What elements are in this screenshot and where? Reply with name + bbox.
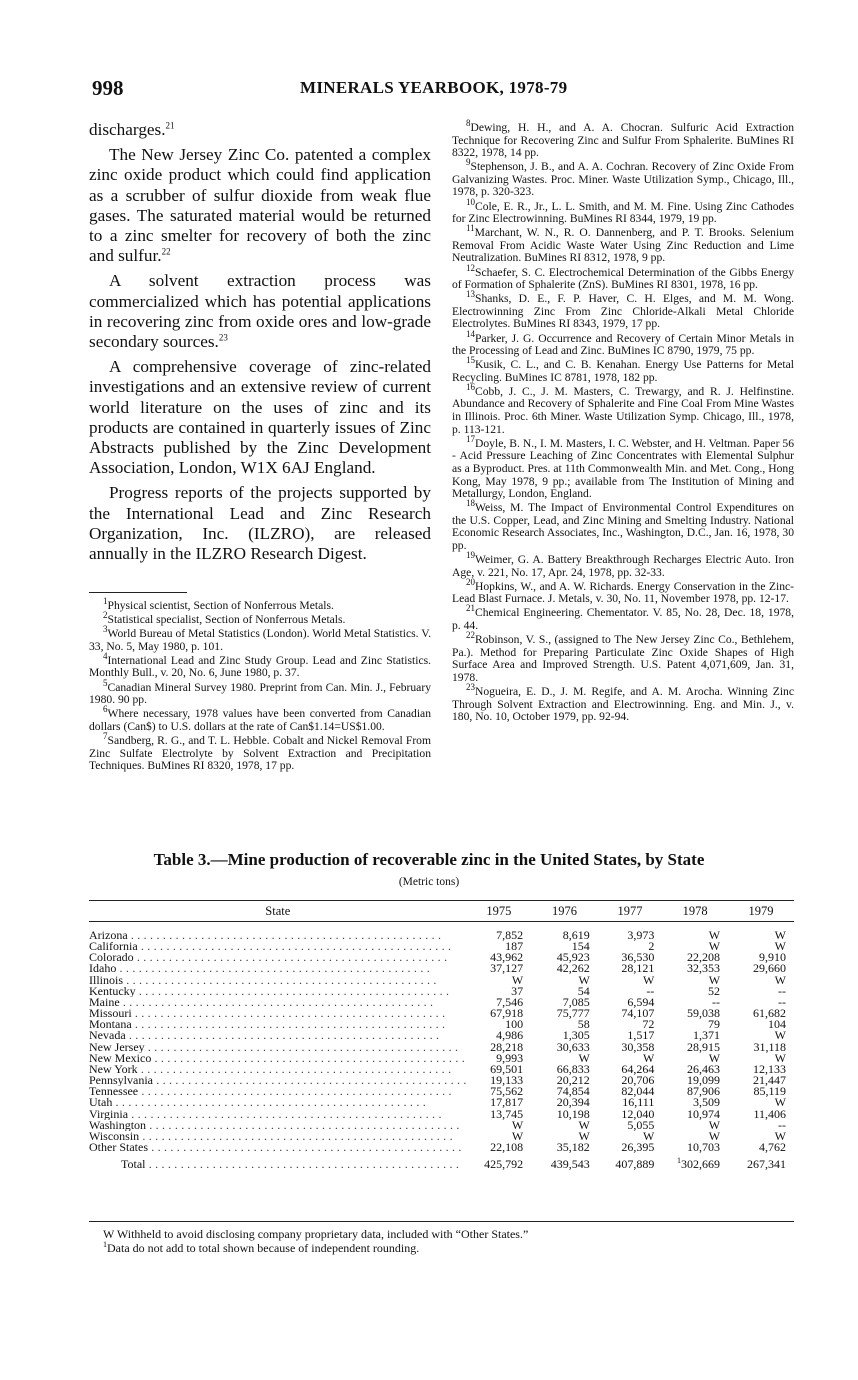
value-cell: 20,394 bbox=[556, 1095, 590, 1110]
body-paragraph bbox=[89, 271, 431, 352]
table-bottom-rule bbox=[89, 1221, 794, 1222]
value-cell: 72 bbox=[642, 1017, 655, 1032]
total-value-cell bbox=[598, 1153, 663, 1175]
value-cell: W bbox=[642, 1128, 655, 1143]
value-cell: 17,817 bbox=[490, 1095, 524, 1110]
paragraph-text: discharges. bbox=[89, 120, 166, 139]
value-cell: 5,055 bbox=[627, 1117, 655, 1132]
footnote bbox=[452, 118, 794, 160]
body-paragraph bbox=[89, 357, 431, 478]
value-cell: 75,777 bbox=[556, 1006, 590, 1021]
table-row bbox=[89, 1109, 794, 1120]
footnote bbox=[452, 630, 794, 684]
leader-dots: . . . . . . . . . . . . . . . . . . . . . . . . . . . . . . . . . . . . . . . . . . . . . . . . . bbox=[137, 1063, 452, 1076]
state-cell bbox=[89, 1019, 467, 1030]
value-cell: 1,305 bbox=[562, 1028, 590, 1043]
value-cell: 1,517 bbox=[627, 1028, 655, 1043]
value-cell: 75,562 bbox=[490, 1084, 524, 1099]
state-name: Maine bbox=[89, 996, 120, 1009]
footnote-number: 5 bbox=[103, 677, 108, 688]
body-text-column bbox=[89, 120, 431, 564]
state-cell bbox=[89, 1042, 467, 1053]
state-cell bbox=[89, 1142, 467, 1153]
footnote bbox=[452, 289, 794, 331]
value-cell: W bbox=[708, 928, 721, 942]
footnote-number: 23 bbox=[466, 682, 475, 693]
footnote-text: Cole, E. R., Jr., L. L. Smith, and M. M. Fine. Using Zinc Cathodes for Zinc Electrowinning. BuMines RI 8344, 1979, 19 pp. bbox=[452, 199, 794, 226]
state-name: Other States bbox=[89, 1141, 148, 1154]
state-name: New York bbox=[89, 1063, 138, 1076]
value-cell: W bbox=[708, 1128, 721, 1143]
footnote-text: Canadian Mineral Survey 1980. Preprint from Can. Min. J., February 1980. 90 pp. bbox=[89, 680, 431, 707]
state-name: Montana bbox=[89, 1019, 132, 1031]
empty-dash: -- bbox=[778, 983, 786, 998]
leader-dots: . . . . . . . . . . . . . . . . . . . . . . . . . . . . . . . . . . . . . . . . . . . . . . . . . bbox=[151, 1052, 465, 1064]
leader-dots: . . . . . . . . . . . . . . . . . . . . . . . . . . . . . . . . . . . . . . . . . . . . . . . . . bbox=[133, 952, 448, 964]
state-name: California bbox=[89, 941, 138, 953]
footnote-text: Sandberg, R. G., and T. L. Hebble. Cobalt and Nickel Removal From Zinc Sulfate Electrolyte by Solvent Extraction and Precipitation Techniques. BuMines RI 8320, 1978, 17 pp. bbox=[89, 733, 431, 773]
header-1975: 1975 bbox=[467, 901, 532, 922]
table-row bbox=[89, 1008, 794, 1019]
state-cell bbox=[89, 1097, 467, 1108]
value-cell: 10,198 bbox=[556, 1106, 590, 1121]
value-cell: W bbox=[774, 1050, 786, 1065]
value-cell: W bbox=[774, 928, 786, 942]
state-name: Colorado bbox=[89, 952, 134, 964]
total-footnote-marker: 1 bbox=[677, 1156, 682, 1166]
footnote-number: 15 bbox=[466, 355, 475, 366]
footnote-number: 19 bbox=[466, 550, 475, 561]
state-cell bbox=[89, 922, 467, 942]
footnote bbox=[452, 223, 794, 265]
footnote-text: World Bureau of Metal Statistics (London). World Metal Statistics. V. 33, No. 5, May 1980, p. 101. bbox=[89, 627, 431, 653]
footnote bbox=[452, 262, 794, 292]
state-cell bbox=[89, 1030, 467, 1041]
value-cell: W bbox=[708, 1050, 721, 1065]
value-cell: 26,463 bbox=[687, 1061, 721, 1076]
footnote-text: Weiss, M. The Impact of Environmental Control Expenditures on the U.S. Copper, Lead, and Zinc Mining and Smelting Industry. National Economic Research Associates, Inc., Washington, D.C., Jan. 16, 1978, 30 pp. bbox=[452, 501, 794, 552]
table-row bbox=[89, 1120, 794, 1131]
value-cell: 54 bbox=[577, 983, 590, 998]
body-paragraph bbox=[89, 145, 431, 266]
table-header-row bbox=[89, 901, 794, 922]
value-cell: 66,833 bbox=[556, 1061, 590, 1076]
total-value: 407,889 bbox=[615, 1157, 655, 1172]
body-paragraph bbox=[89, 120, 431, 140]
value-cell: 8,619 bbox=[562, 928, 590, 942]
footnote-number: 16 bbox=[466, 382, 475, 393]
table-note-text: W Withheld to avoid disclosing company proprietary data, included with “Other States.” bbox=[103, 1227, 529, 1241]
state-name: Pennsylvania bbox=[89, 1075, 153, 1087]
footnote-text: Parker, J. G. Occurrence and Recovery of Certain Minor Metals in the Processing of Lead and Zinc. BuMines IC 8790, 1979, 75 pp. bbox=[452, 331, 794, 358]
state-cell bbox=[89, 1053, 467, 1064]
table-row bbox=[89, 922, 794, 942]
footnote-text: Physical scientist, Section of Nonferrous Metals. bbox=[107, 599, 334, 612]
footnote-text: Hopkins, W., and A. W. Richards. Energy Conservation in the Zinc-Lead Blast Furnace. J. Metals, v. 30, No. 11, November 1978, pp. 12-17. bbox=[452, 579, 794, 606]
value-cell: W bbox=[511, 1117, 524, 1132]
footnote bbox=[452, 603, 794, 633]
footnote-text: Doyle, B. N., I. M. Masters, I. C. Webster, and H. Veltman. Paper 56 - Acid Pressure Leaching of Zinc Concentrates with Elemental Sulphur as a Byproduct. Pres. at 11th Commonwealth Min. and Met. Cong., Hong Kong, May 1978, 9 pp.; available from The Institution of Mining and Metallurgy, London, England. bbox=[452, 436, 794, 501]
value-cell: 87,906 bbox=[687, 1084, 721, 1099]
footnote-text: Kusik, C. L., and C. B. Kenahan. Energy Use Patterns for Metal Recycling. BuMines IC 8781, 1978, 182 pp. bbox=[452, 358, 794, 384]
leader-dots: . . . . . . . . . . . . . . . . . . . . . . . . . . . . . . . . . . . . . . . . . . . . . . . . . bbox=[148, 1141, 462, 1154]
footnote-text: Schaefer, S. C. Electrochemical Determination of the Gibbs Energy of Formation of Sphalerite (ZnS). BuMines RI 8301, 1978, 16 pp. bbox=[452, 265, 794, 292]
table-notes bbox=[103, 1227, 793, 1255]
value-cell: 4,986 bbox=[496, 1028, 524, 1043]
footnote-text: Marchant, W. N., R. O. Dannenberg, and P. T. Brooks. Selenium Removal From Acidic Waste Water Using Zinc Reduction and Lime Neutralization. BuMines RI 8312, 1978, 9 pp. bbox=[452, 226, 794, 265]
footnote-text: Where necessary, 1978 values have been converted from Canadian dollars (Can$) to U.S. dollars at the rate of Can$1.14=US$1.00. bbox=[89, 707, 431, 733]
state-cell bbox=[89, 1109, 467, 1120]
page-number: 998 bbox=[92, 76, 124, 100]
table-row bbox=[89, 986, 794, 997]
footnote bbox=[452, 355, 794, 384]
value-cell: 3,509 bbox=[693, 1095, 721, 1110]
empty-dash: -- bbox=[646, 983, 655, 998]
paragraph-text: A comprehensive coverage of zinc-related investigations and an extensive review of current world literature on the uses of zinc and its products are contained in quarterly issues of Zinc Abstracts published by the Zinc Development Association, London, W1X 6AJ England. bbox=[89, 357, 431, 478]
state-name: Idaho bbox=[89, 963, 117, 975]
state-name: Nevada bbox=[89, 1030, 126, 1042]
footnote bbox=[89, 731, 431, 773]
leader-dots: . . . . . . . . . . . . . . . . . . . . . . . . . . . . . . . . . . . . . . . . . . . . . . . . . bbox=[131, 1008, 446, 1020]
value-cell: 74,854 bbox=[556, 1084, 590, 1099]
footnote-number: 18 bbox=[466, 498, 475, 509]
header-1977: 1977 bbox=[598, 901, 663, 922]
value-cell: W bbox=[774, 972, 786, 987]
header-state: State bbox=[89, 901, 467, 922]
table-row bbox=[89, 963, 794, 974]
value-cell: 28,121 bbox=[621, 961, 655, 976]
footnote bbox=[452, 328, 794, 358]
value-cell: W bbox=[642, 972, 655, 987]
value-cell: 10,703 bbox=[687, 1139, 721, 1154]
value-cell: 42,262 bbox=[556, 961, 590, 976]
state-name: Kentucky bbox=[89, 985, 136, 997]
value-cell: 11,406 bbox=[753, 1106, 786, 1121]
footnote-number: 21 bbox=[466, 603, 475, 614]
footnote-text: Statistical specialist, Section of Nonferrous Metals. bbox=[107, 613, 346, 627]
footnote bbox=[89, 596, 431, 613]
table-note-text: Data do not add to total shown because of independent rounding. bbox=[107, 1241, 420, 1255]
footnote-number: 12 bbox=[466, 262, 475, 273]
footnote bbox=[89, 704, 431, 733]
value-cell: 74,107 bbox=[621, 1006, 655, 1021]
paragraph-text: Progress reports of the projects supported by the International Lead and Zinc Research Organization, Inc. (ILZRO), are released annually in the ILZRO Research Digest. bbox=[89, 483, 431, 564]
footnote bbox=[452, 157, 794, 199]
value-cell: 10,974 bbox=[687, 1106, 721, 1121]
leader-dots: . . . . . . . . . . . . . . . . . . . . . . . . . . . . . . . . . . . . . . . . . . . . . . . . . bbox=[135, 985, 450, 997]
header-1979: 1979 bbox=[728, 901, 794, 922]
value-cell: 12,133 bbox=[753, 1061, 786, 1076]
footnote bbox=[452, 682, 794, 724]
footnote bbox=[452, 382, 794, 436]
footnote-text: Dewing, H. H., and A. A. Chocran. Sulfuric Acid Extraction Technique for Recovering Zinc and Sulfur From Sphalerite. BuMines RI 8322, 1978, 14 pp. bbox=[452, 121, 794, 160]
value-cell: 29,660 bbox=[753, 961, 786, 976]
footnote-text: Weimer, G. A. Battery Breakthrough Recharges Electric Auto. Iron Age, v. 221, No. 17, Apr. 24, 1978, pp. 32-33. bbox=[452, 553, 794, 579]
value-cell: 58 bbox=[577, 1017, 590, 1032]
leader-dots: . . . . . . . . . . . . . . . . . . . . . . . . . . . . . . . . . . . . . . . . . . . . . . . . . bbox=[153, 1075, 467, 1087]
total-label: Total bbox=[121, 1157, 146, 1172]
footnote bbox=[89, 624, 431, 653]
footnote-number: 20 bbox=[466, 576, 475, 587]
value-cell: 32,353 bbox=[687, 961, 721, 976]
leader-dots: . . . . . . . . . . . . . . . . . . . . . . . . . . . . . . . . . . . . . . . . . . . . . . . . . bbox=[119, 996, 434, 1009]
state-name: New Jersey bbox=[89, 1041, 145, 1053]
value-cell: 2 bbox=[648, 939, 655, 954]
table-note-mark: 1 bbox=[103, 1240, 107, 1249]
state-cell bbox=[89, 1064, 467, 1075]
production-table bbox=[89, 900, 794, 1175]
value-cell: 100 bbox=[505, 1017, 524, 1032]
value-cell: 26,395 bbox=[621, 1139, 655, 1154]
leader-dots: . . . . . . . . . . . . . . . . . . . . . . . . . . . . . . . . . . . . . . . . . . . . . . . . . bbox=[144, 1041, 459, 1053]
value-cell: 45,923 bbox=[556, 950, 590, 965]
value-cell: W bbox=[774, 1095, 786, 1110]
leader-dots: . . . . . . . . . . . . . . . . . . . . . . . . . . . . . . . . . . . . . . . . . . . . . . . . . bbox=[116, 963, 430, 975]
value-cell: 9,910 bbox=[759, 950, 786, 965]
value-cell: 19,133 bbox=[490, 1073, 524, 1088]
value-cell: 59,038 bbox=[687, 1006, 721, 1021]
footnote-number: 1 bbox=[103, 596, 108, 607]
value-cell: 7,546 bbox=[496, 994, 524, 1009]
footnote-rule bbox=[89, 592, 187, 593]
table-row bbox=[89, 1142, 794, 1153]
value-cell: 21,447 bbox=[753, 1073, 786, 1088]
value-cell: 43,962 bbox=[490, 950, 524, 965]
value-cell: W bbox=[774, 1028, 786, 1043]
value-cell: W bbox=[642, 1050, 655, 1065]
total-value-cell bbox=[531, 1153, 598, 1175]
value-cell: 20,212 bbox=[556, 1073, 590, 1088]
empty-dash: -- bbox=[778, 994, 786, 1009]
leader-dots: . . . . . . . . . . . . . . . . . . . . . . . . . . . . . . . . . . . . . . . . . . . . . . . . . bbox=[138, 1086, 452, 1098]
table-row bbox=[89, 1019, 794, 1030]
state-name: Arizona bbox=[89, 928, 128, 942]
footnote-text: Cobb, J. C., J. M. Masters, C. Trewargy, and R. J. Helfinstine. Abundance and Recovery of Sphalerite and Fine Coal From Mine Wastes in Illinois. Proc. 6th Miner. Waste Utilization Symp. Chicago, Ill., 1978, p. 113-121. bbox=[452, 384, 794, 436]
footnote-text: Stephenson, J. B., and A. A. Cochran. Recovery of Zinc Oxide From Galvanizing Wastes. Proc. Miner. Waste Utilization Symp., Chicago, Ill., 1978, p. 320-323. bbox=[452, 160, 794, 199]
value-cell: 22,208 bbox=[687, 950, 721, 965]
paragraph-text: The New Jersey Zinc Co. patented a complex zinc oxide product which could find application as a scrubber of sulfur dioxide from weak flue gases. The saturated material would be returned to a zinc smelter for recovery of both the zinc and sulfur. bbox=[89, 145, 431, 266]
value-cell: 19,099 bbox=[687, 1073, 721, 1088]
footnotes-left bbox=[89, 596, 431, 774]
value-cell: 9,993 bbox=[496, 1050, 524, 1065]
total-value-cell bbox=[662, 1153, 728, 1175]
value-cell: 22,108 bbox=[490, 1139, 524, 1154]
state-cell bbox=[89, 1008, 467, 1019]
value-cell: 13,745 bbox=[490, 1106, 524, 1121]
value-cell: 7,085 bbox=[562, 994, 590, 1009]
value-cell: W bbox=[774, 939, 786, 954]
state-cell bbox=[89, 986, 467, 997]
state-cell bbox=[89, 975, 467, 986]
state-name: Missouri bbox=[89, 1008, 132, 1020]
table-row bbox=[89, 1086, 794, 1097]
value-cell: 4,762 bbox=[759, 1139, 786, 1154]
footnote-number: 22 bbox=[466, 630, 475, 641]
value-cell: W bbox=[774, 1128, 786, 1143]
footnote-number: 13 bbox=[466, 289, 475, 300]
value-cell: 16,111 bbox=[622, 1095, 655, 1110]
table-body bbox=[89, 922, 794, 1176]
footnote-ref: 22 bbox=[161, 246, 171, 257]
state-cell bbox=[89, 952, 467, 963]
footnote-ref: 21 bbox=[165, 120, 175, 131]
state-name: Washington bbox=[89, 1119, 147, 1131]
footnote-text: Shanks, D. E., F. P. Haver, C. H. Elges, and M. M. Wong. Electrowinning Zinc From Zinc Chloride-Alkali Metal Chloride Electrolytes. BuMines RI 8343, 1979, 17 pp. bbox=[452, 292, 794, 331]
footnote bbox=[452, 433, 794, 501]
state-cell bbox=[89, 1131, 467, 1142]
footnote-number: 11 bbox=[466, 223, 475, 234]
value-cell: 20,706 bbox=[621, 1073, 655, 1088]
leader-dots: . . . . . . . . . . . . . . . . . . . . . . . . . . . . . . . . . . . . . . . . . . . . . . . . . bbox=[139, 1130, 453, 1142]
value-cell: 52 bbox=[708, 983, 721, 998]
empty-dash: -- bbox=[712, 994, 721, 1009]
value-cell: 104 bbox=[768, 1017, 786, 1032]
table-note bbox=[103, 1227, 793, 1241]
value-cell: W bbox=[511, 972, 524, 987]
value-cell: 31,118 bbox=[753, 1039, 786, 1054]
value-cell: 37,127 bbox=[490, 961, 524, 976]
footnote-number: 17 bbox=[466, 433, 475, 444]
table-row bbox=[89, 975, 794, 986]
state-cell bbox=[89, 997, 467, 1008]
state-name: Wisconsin bbox=[89, 1130, 140, 1142]
footnote-number: 14 bbox=[466, 328, 475, 339]
value-cell: 1,371 bbox=[693, 1028, 721, 1043]
value-cell: W bbox=[578, 1117, 590, 1132]
body-paragraph bbox=[89, 483, 431, 564]
footnotes-right bbox=[452, 118, 794, 725]
value-cell: 85,119 bbox=[753, 1084, 786, 1099]
state-cell bbox=[89, 941, 467, 952]
total-value-cell bbox=[728, 1153, 794, 1175]
leader-dots: . . . . . . . . . . . . . . . . . . . . . . . . . . . . . . . . . . . . . . . . . . . . . . . . . bbox=[112, 1097, 426, 1109]
footnote-number: 7 bbox=[103, 731, 108, 742]
leader-dots: . . . . . . . . . . . . . . . . . . . . . . . . . . . . . . . . . . . . . . . . . . . . . . . . . bbox=[146, 1119, 460, 1131]
value-cell: 28,218 bbox=[490, 1039, 524, 1054]
table-title: Table 3.—Mine production of recoverable zinc in the United States, by State bbox=[153, 850, 705, 869]
value-cell: W bbox=[708, 1117, 721, 1132]
state-name: Tennessee bbox=[89, 1086, 139, 1098]
value-cell: 187 bbox=[505, 939, 524, 954]
leader-dots: . . . . . . . . . . . . . . . . . . . . . . . . . . . . . . . . . . . . . . . . . . . . . . . . . bbox=[137, 941, 452, 953]
state-cell bbox=[89, 1075, 467, 1086]
footnote-number: 4 bbox=[103, 651, 108, 662]
value-cell: 3,973 bbox=[627, 928, 655, 942]
value-cell: 28,915 bbox=[687, 1039, 721, 1054]
leader-dots: . . . . . . . . . . . . . . . . . . . . . . . . . . . . . . . . . . . . . . . . . . . . . . . . . bbox=[125, 1030, 440, 1042]
footnote-number: 10 bbox=[466, 196, 475, 207]
value-cell: 30,633 bbox=[556, 1039, 590, 1054]
footnote bbox=[452, 576, 794, 606]
total-label-cell bbox=[89, 1153, 467, 1175]
leader-dots: . . . . . . . . . . . . . . . . . . . . . . . . . . . . . . . . . . . . . . . . . . . . . . . . . bbox=[131, 1019, 446, 1031]
value-cell: 69,501 bbox=[490, 1061, 524, 1076]
total-value: 302,669 bbox=[681, 1157, 721, 1172]
leader-dots: . . . . . . . . . . . . . . . . . . . . . . . . . . . . . . . . . . . . . . . . . . . . . . . . . bbox=[145, 1157, 460, 1172]
footnote-number: 8 bbox=[466, 118, 471, 129]
footnote-ref: 23 bbox=[218, 332, 228, 343]
value-cell: W bbox=[578, 1050, 590, 1065]
value-cell: W bbox=[708, 972, 721, 987]
total-value: 425,792 bbox=[484, 1157, 524, 1172]
value-cell: 30,358 bbox=[621, 1039, 655, 1054]
paragraph-text: A solvent extraction process was commercialized which has potential applications in recovering zinc from oxide ores and low-grade secondary sources. bbox=[89, 271, 431, 352]
state-cell bbox=[89, 1120, 467, 1131]
state-name: Utah bbox=[89, 1097, 113, 1109]
footnote-text: International Lead and Zinc Study Group. Lead and Zinc Statistics. Monthly Bull., v. 20, No. 6, June 1980, p. 37. bbox=[89, 653, 431, 680]
value-cell: 35,182 bbox=[556, 1139, 590, 1154]
value-cell: W bbox=[578, 972, 590, 987]
footnote-number: 2 bbox=[103, 610, 108, 621]
value-cell: 82,044 bbox=[621, 1084, 655, 1099]
header-1976: 1976 bbox=[531, 901, 598, 922]
footnote bbox=[452, 196, 794, 226]
total-value-cell bbox=[467, 1153, 532, 1175]
state-name: Illinois bbox=[89, 974, 124, 986]
footnote bbox=[89, 651, 431, 680]
leader-dots: . . . . . . . . . . . . . . . . . . . . . . . . . . . . . . . . . . . . . . . . . . . . . . . . . bbox=[127, 928, 442, 942]
state-cell bbox=[89, 1086, 467, 1097]
value-cell: 67,918 bbox=[490, 1006, 524, 1021]
value-cell: W bbox=[708, 939, 721, 954]
value-cell: 37 bbox=[511, 983, 524, 998]
footnote bbox=[452, 498, 794, 552]
footnote-number: 3 bbox=[103, 624, 108, 635]
leader-dots: . . . . . . . . . . . . . . . . . . . . . . . . . . . . . . . . . . . . . . . . . . . . . . . . . bbox=[123, 974, 437, 986]
total-value: 439,543 bbox=[550, 1157, 590, 1172]
footnote-text: Robinson, V. S., (assigned to The New Jersey Zinc Co., Bethlehem, Pa.). Method for Preparing Particulate Zinc Oxide Shapes of High Surface Area and Improved Strength. U.S. Patent 4,071,609, Jan. 31, 1978. bbox=[452, 633, 794, 684]
total-row bbox=[89, 1153, 794, 1175]
footnote bbox=[89, 677, 431, 707]
footnote bbox=[452, 550, 794, 579]
value-cell: 7,852 bbox=[496, 928, 524, 942]
table-row bbox=[89, 1042, 794, 1053]
footnote bbox=[89, 610, 431, 627]
value-cell: 6,594 bbox=[627, 994, 655, 1009]
table-note bbox=[103, 1241, 793, 1255]
production-table-wrap bbox=[89, 900, 794, 1175]
table-unit: (Metric tons) bbox=[398, 876, 460, 888]
leader-dots: . . . . . . . . . . . . . . . . . . . . . . . . . . . . . . . . . . . . . . . . . . . . . . . . . bbox=[128, 1108, 442, 1120]
footnote-text: Chemical Engineering. Chementator. V. 85, No. 28, Dec. 18, 1978, p. 44. bbox=[452, 606, 794, 633]
footnote-number: 9 bbox=[466, 157, 471, 168]
header-1978: 1978 bbox=[662, 901, 728, 922]
state-name: New Mexico bbox=[89, 1052, 152, 1064]
running-head: MINERALS YEARBOOK, 1978-79 bbox=[300, 78, 568, 97]
footnote-text: Nogueira, E. D., J. M. Regife, and A. M. Arocha. Winning Zinc Through Solvent Extraction and Electrowinning. Eng. and Min. J., v. 180, No. 10, October 1979, pp. 92-94. bbox=[452, 685, 794, 724]
total-value: 267,341 bbox=[747, 1157, 786, 1172]
value-cell: 79 bbox=[708, 1017, 721, 1032]
value-cell: 36,530 bbox=[621, 950, 655, 965]
value-cell: W bbox=[578, 1128, 590, 1143]
state-cell bbox=[89, 963, 467, 974]
value-cell: 61,682 bbox=[753, 1006, 786, 1021]
empty-dash: -- bbox=[778, 1117, 786, 1132]
footnote-number: 6 bbox=[103, 704, 108, 715]
value-cell: 64,264 bbox=[621, 1061, 655, 1076]
value-cell: 154 bbox=[571, 939, 590, 954]
value-cell: W bbox=[511, 1128, 524, 1143]
value-cell: 12,040 bbox=[621, 1106, 655, 1121]
state-name: Virginia bbox=[89, 1108, 129, 1120]
